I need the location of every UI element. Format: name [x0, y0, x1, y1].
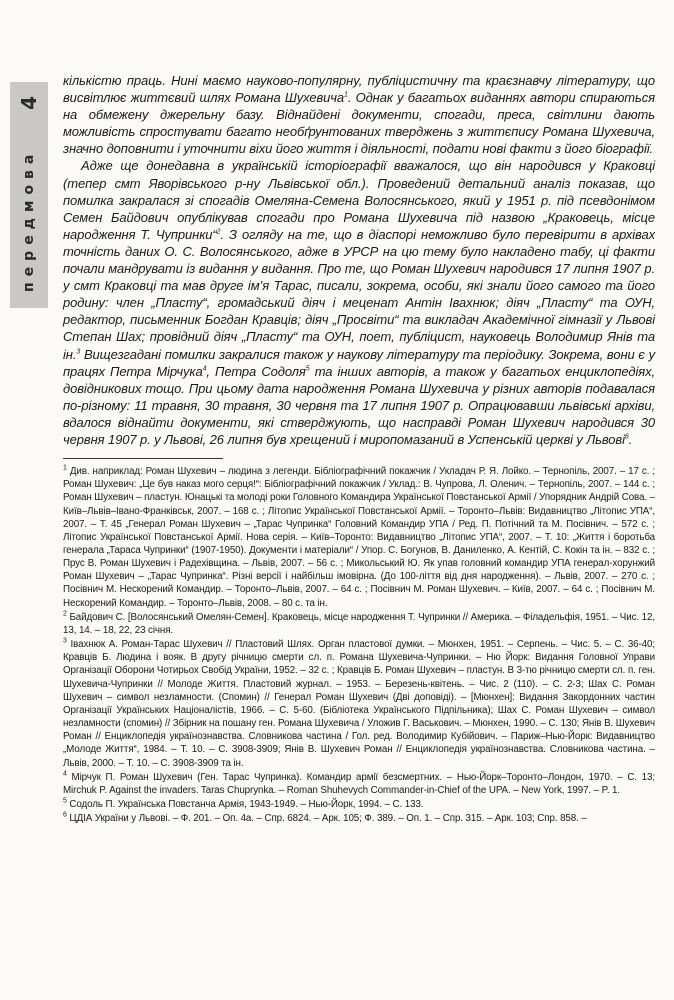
chapter-title: передмова	[21, 148, 37, 292]
footnote: $^2$ Байдович С. [Волосянський Омелян-Семен]. Краковець, місце народження Т. Чупринки // Америка. – Філадельфія, 1951. – Чис. 12, 13, 14. – 18, 22, 23 січня.	[63, 610, 655, 636]
footnote: $^1$ Див. наприклад: Роман Шухевич – людина з легенди. Бібліографічний покажчик / Укладач Р. Я. Лойко. – Тернопіль, 2007. – 17 с. ; Роман Шухевич: „Це був наказ мого серця!“: Бібліографічний покажчик / Уклад.: В. Чупрова, Л. Оленич. – Тернопіль, 2007. – 144 с. ; Роман Шухевич – пластун. Юнацькі та молоді роки Головного Командира Української Повстанської Армії / Упорядник Андрій Сова. – Київ–Львів–Івано-Франківськ, 2007. – 168 с. ; Літопис Української Повстанської Армії. – Торонто–Львів: Видавництво „Літопис УПА“, 2007. – Т. 45 „Генерал Роман Шухевич – „Тарас Чупринка“ Головний Командир УПА / Ред. П. Потічний та М. Посівнич. – 572 с. ; Літопис Української Повстанської Армії. Нова серія. – Київ–Торонто: Видавництво „Літопис УПА“, 2007. – Т. 10: „Життя і боротьба генерала „Тараса Чупринки“ (1907-1950). Документи і матеріали“ / Упор. С. Богунов, В. Даниленко, А. Кентій, С. Кокін та ін. – 832 с. ; Прус В. Роман Шухевич і Радехівщина. – Львів, 2007. – 56 с. ; Микольський Ю. Як упав головний командир УПА генерал-хорунжий Роман Шухевич – „Тарас Чупринка“. Різні версії і найбільш імовірна. (До 100-ліття від дня народження). – Львів, 2007. – 270 с. ; Посівнич М. Нескорений Командир. – Торонто–Львів, 2007. – 64 с. ; Посівнич М. Роман Шухевич. – Київ, 2007. – 64 с. ; Посівнич М. Нескорений Командир. – Торонто–Львів, 2008. – 80 с. та ін.	[63, 464, 655, 609]
chapter-side-label	[10, 82, 48, 308]
page-content	[63, 72, 655, 826]
footnote-ref-6[interactable]: 6	[624, 433, 629, 441]
footnote-ref-4[interactable]: 4	[202, 365, 207, 373]
paragraph-2: Адже ще донедавна в українській історіографії вважалося, що він народився у Краковці (тепер смт Яворівського р-ну Львівської обл.). Проведений детальний аналіз показав, що помилка закралася зі спогадів Омеляна-Семена Волосянського, який у 1951 р. під псевдонімом Семен Байдович опублікував спогади про Романа Шухевича під назвою „Краковець, місце народження Т. Чупринки“$^2$. З огляду на те, що в діаспорі неможливо було перевірити в архівах точність даних О. С. Волосянського, адже в УРСР на цю тему було накладено табу, ці факти почали мандрувати із видання у видання. Про те, що Роман Шухевич народився 17 липня 1907 р. у смт Краковці та мав друге ім’я Тарас, писали, зокрема, особи, які знали його самого та його родину: член „Пласту“, громадський діяч і меценат Антін Івахнюк; діяч „Пласту“ та ОУН, редактор, письменник Богдан Кравців; діяч „Просвіти“ та викладач Академічної гімназії у Львові Степан Шах; провідний діяч „Пласту“ та ОУН, поет, публіцист, науковець Володимир Янів та ін.$^3$ Вищезгадані помилки закралися також у наукову літературу та періодику. Зокрема, вони є у працях Петра Мірчука$^4$, Петра Содоля$^5$ та інших авторів, а також у багатьох енциклопедіях, довідникових тощо. При цьому дата народження Романа Шухевича у різних авторів подавалася по-різному: 11 травня, 30 травня, 30 червня та 17 липня 1907 р. Опрацювавши львівські архіви, вдалося віднайти документи, які стверджують, що насправді Роман Шухевич народився 30 червня 1907 р. у Львові, 26 липня був хрещений і миропомазаний в Успенській церкві у Львові$^6$.	[63, 158, 656, 447]
footnote-ref-2[interactable]: 2	[216, 228, 221, 236]
chapter-side-tab	[10, 82, 48, 308]
footnotes	[63, 465, 655, 825]
footnote-ref-1[interactable]: 1	[344, 91, 348, 99]
footnote: $^5$ Содоль П. Українська Повстанча Армія, 1943-1949. – Нью-Йорк, 1994. – С. 133.	[63, 797, 424, 810]
paragraph-1: кількістю праць. Нині маємо науково-популярну, публіцистичну та краєзнавчу літературу, що висвітлює життєвий шлях Романа Шухевича$^1$. Однак у багатьох виданнях автори спираються на обмежену джерельну базу. Віднайдені документи, спогади, преса, світлини дають можливість спростувати багато необґрунтованих тверджень з життєпису Романа Шухевича, значно доповнити і уточнити віхи його життя і діяльності, подати нові факти з його біографії.	[63, 73, 655, 157]
page-number: 4	[17, 96, 41, 110]
footnote: $^4$ Мірчук П. Роман Шухевич (Ген. Тарас Чупринка). Командир армії безсмертних. – Нью-Йорк–Торонто–Лондон, 1970. – С. 13; Mirchuk P. Against the invaders. Taras Chuprynka. – Roman Shuhevych Commander-in-Chief of the UPA. – New York, 1997. – P. 1.	[63, 770, 655, 796]
footnote: $^3$ Івахнюк А. Роман-Тарас Шухевич // Пластовий Шлях. Орган пластової думки. – Мюнхен, 1951. – Серпень. – Чис. 5. – С. 36-40; Кравців Б. Людина і вояк. В другу річницю смерти сл. п. Романа Шухевича-Чупринки. – Ню Йорк: Видання Головної Управи Організації Оборони Чотирьох Свобід України, 1952. – 32 с. ; Кравців Б. Роман Шухевич – пластун. В 3-тю річницю смерти сл. п. ген. Шухевича-Чупринки // Молоде Життя. Пластовий журнал. – 1953. – Березень-квітень. – Чис. 2 (110). – С. 2-3; Шах С. Роман Шухевич – символ незламности. (Спомин) // Генерал Роман Шухевич (Дві доповіді). – [Мюнхен]: Видання Закордонних частин Організації Українських Націоналістів, 1966. – С. 5-60. (Бібліотека Українського Підпільника); Шах С. Роман Шухевич – символ незламности (спомин) // Збірник на пошану ген. Романа Шухевича / Уложив Г. Васькович. – Мюнхен, 1990. – С. 130; Янів В. Шухевич Роман // Енциклопедія українознавства. Словникова частина / Гол. ред. Володимир Кубійович. – Париж–Нью-Йорк: Видавництво „Молоде Життя“, 1984. – Т. 10. – С. 3908-3909; Янів В. Шухевич Роман // Енциклопедія українознавства. Словникова частина. – Львів, 2000. – Т. 10. – С. 3908-3909 та ін.	[63, 637, 655, 769]
main-text	[63, 72, 655, 448]
footnote: $^6$ ЦДІА України у Львові. – Ф. 201. – Оп. 4а. – Спр. 6824. – Арк. 105; Ф. 389. – Оп. 1. – Спр. 315. – Арк. 103; Спр. 858. –	[63, 811, 587, 825]
footnote-ref-3[interactable]: 3	[76, 348, 81, 356]
footnote-divider	[63, 458, 223, 459]
footnote-ref-5[interactable]: 5	[305, 365, 310, 373]
